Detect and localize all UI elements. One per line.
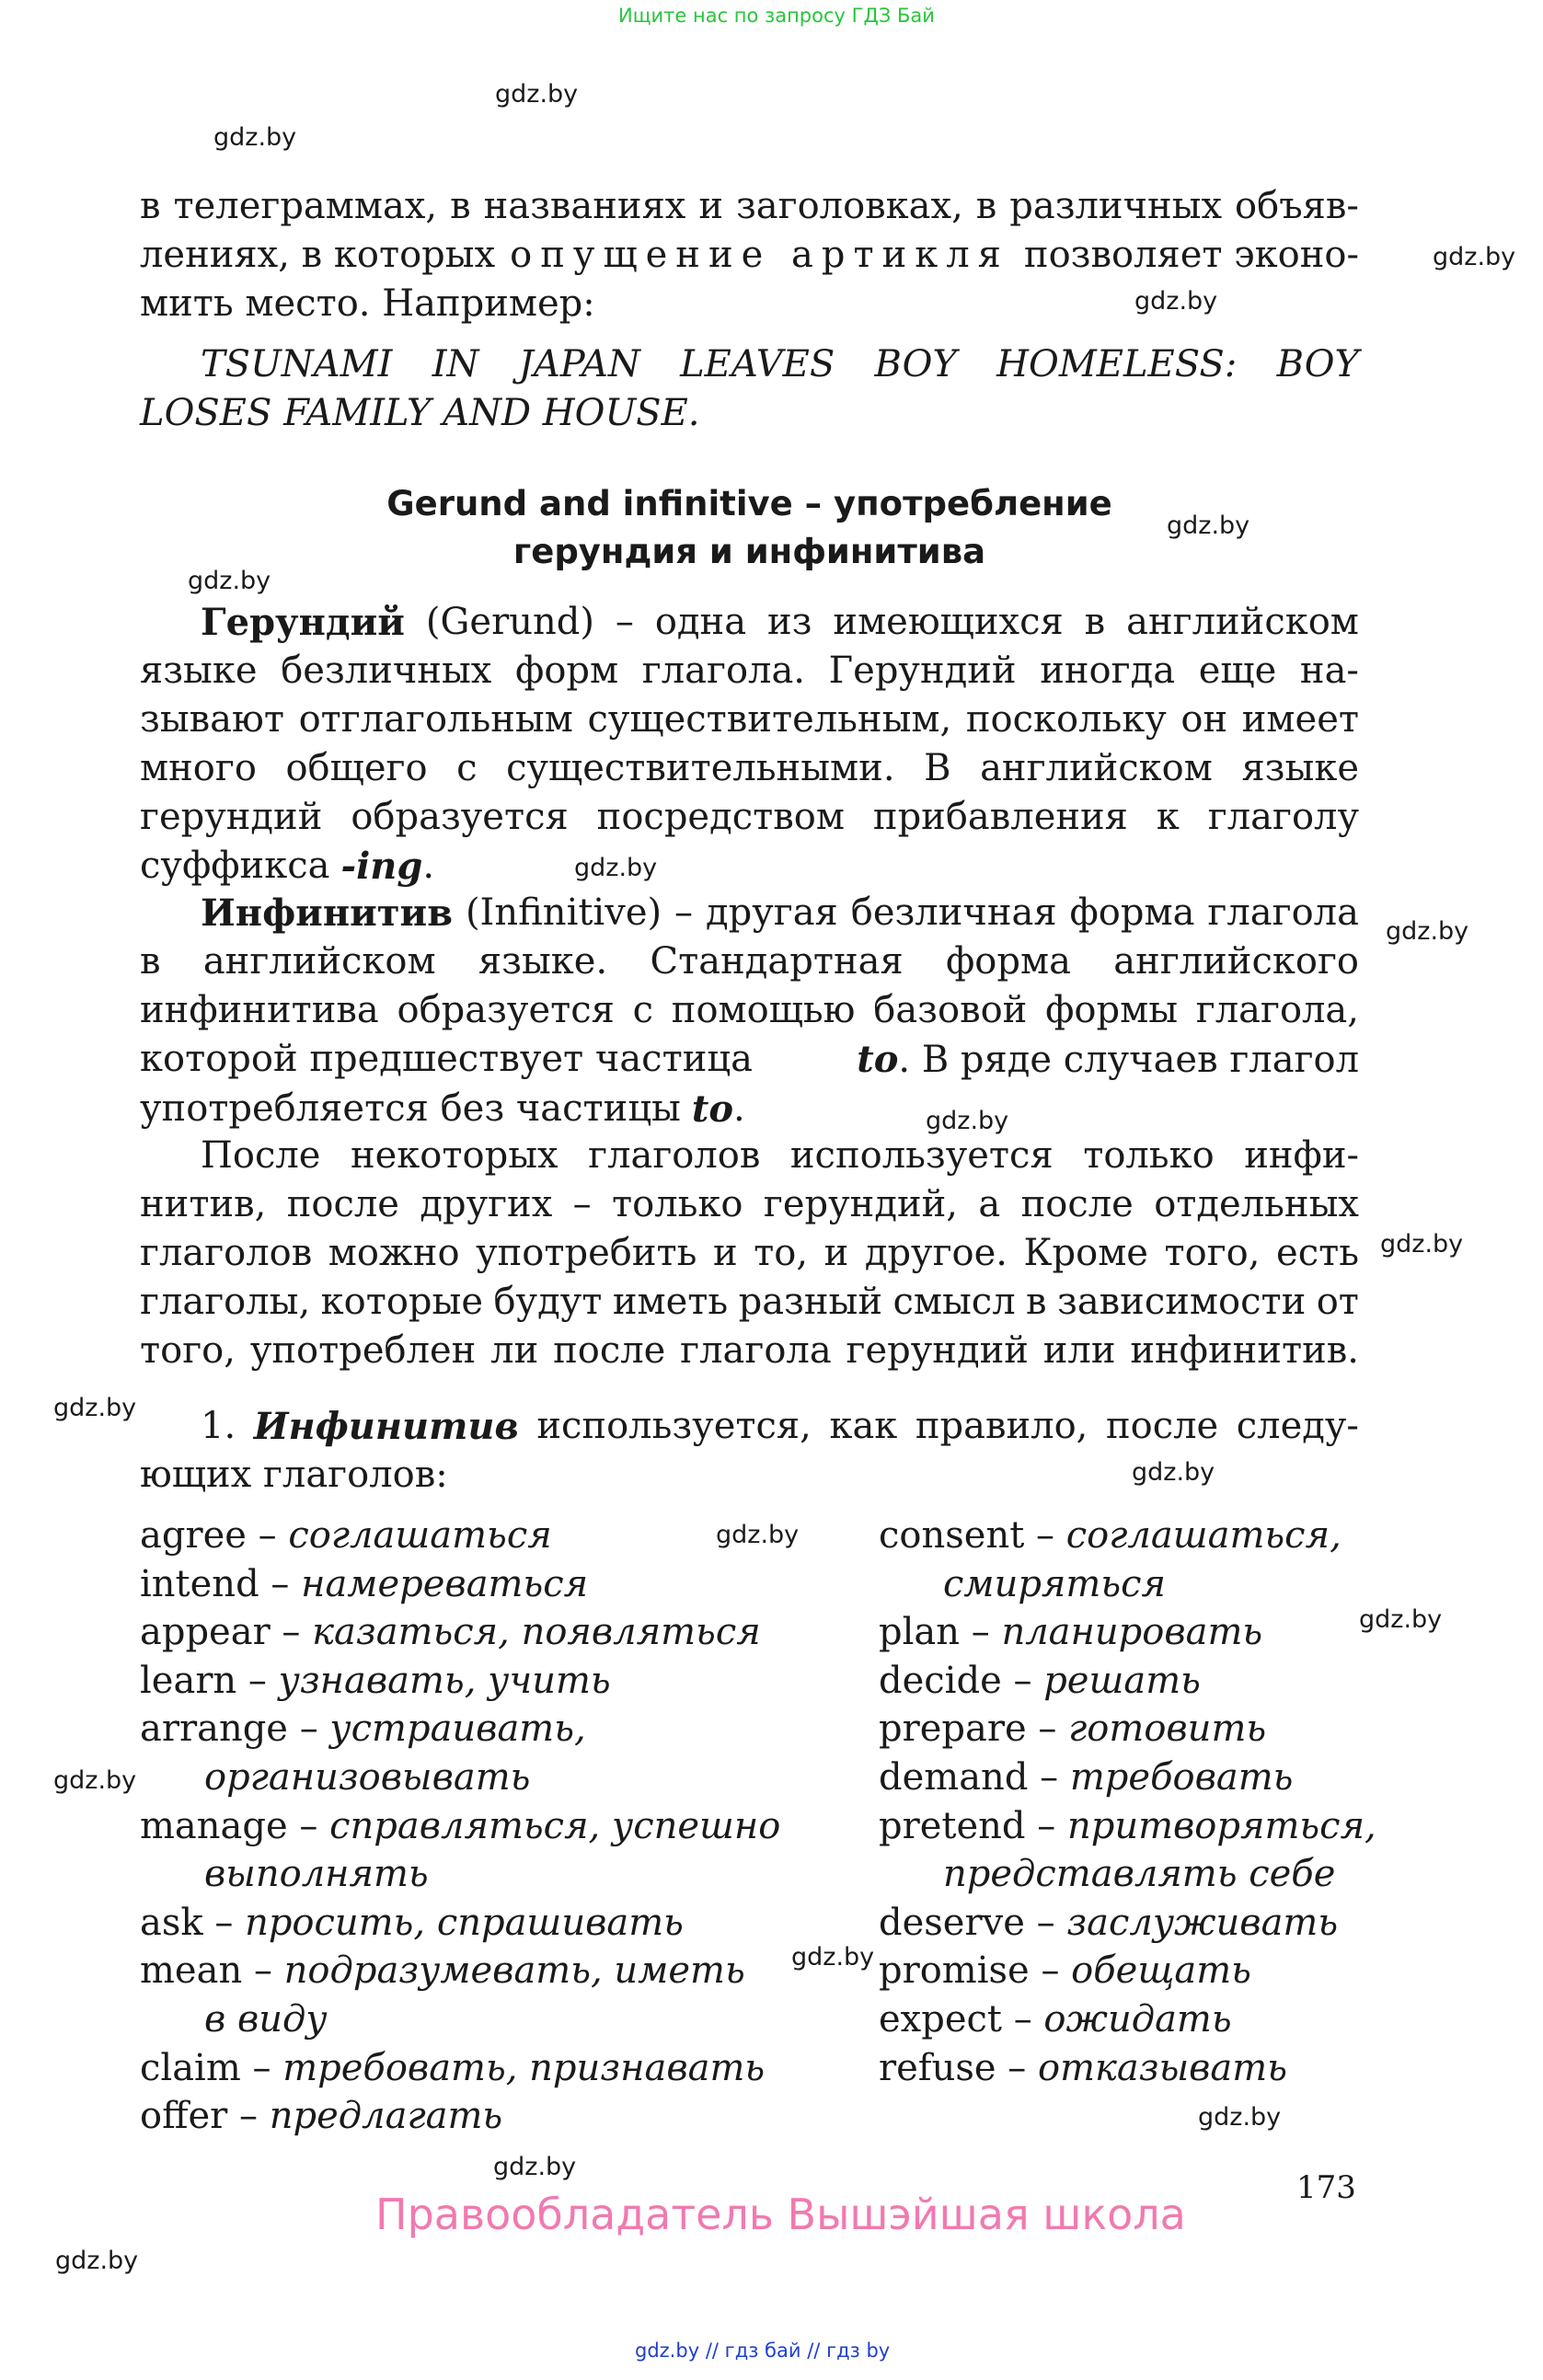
term-infinitive: Инфинитив xyxy=(253,1405,519,1448)
text-line: в английском языке. Стандартная форма английского xyxy=(140,940,1359,983)
footer-link[interactable]: gdz.by xyxy=(635,2340,700,2362)
vocab-entry: consent – соглашаться, xyxy=(879,1514,1341,1557)
vocab-entry: appear – казаться, появляться xyxy=(140,1611,761,1654)
text-line: герундий образуется посредством прибавления к глаголу xyxy=(140,796,1359,838)
watermark: gdz.by xyxy=(53,1394,137,1422)
watermark: gdz.by xyxy=(188,567,271,595)
emphasized-phrase: опущение артикля xyxy=(510,234,1009,276)
vocab-entry: learn – узнавать, учить xyxy=(140,1659,611,1702)
text-line: того, употреблен ли после глагола герундий или инфинитив. xyxy=(140,1329,1359,1372)
text-line: нитив, после других – только герундий, а после отдельных xyxy=(140,1183,1359,1225)
text-line: инфинитива образуется с помощью базовой формы глагола, xyxy=(140,989,1359,1031)
top-banner: Ищите нас по запросу ГДЗ Бай xyxy=(618,5,935,27)
text-line: употребляется без частицы to . xyxy=(140,1085,1359,1133)
heading-line: герундия и инфинитива xyxy=(512,532,986,571)
vocab-column-right xyxy=(879,1512,1376,2092)
text-line: много общего с существительными. В английском языке xyxy=(140,747,1359,789)
watermark: gdz.by xyxy=(55,2247,139,2275)
watermark: gdz.by xyxy=(1198,2103,1282,2132)
page-number: 173 xyxy=(1296,2169,1356,2206)
watermark: gdz.by xyxy=(1433,243,1516,271)
usage-paragraph xyxy=(140,1132,1359,1375)
suffix-ing: -ing xyxy=(340,845,423,888)
text-line: мить место. Например: xyxy=(140,282,595,325)
vocab-continuation: представлять себе xyxy=(943,1853,1336,1896)
vocab-entry: decide – решать xyxy=(879,1659,1201,1702)
watermark: gdz.by xyxy=(1134,287,1218,316)
vocab-continuation: организовывать xyxy=(204,1755,531,1799)
watermark: gdz.by xyxy=(574,854,658,882)
text-line: глаголов можно употребить и то, и другое. Кроме того, есть xyxy=(140,1232,1359,1274)
footer-separator: // xyxy=(807,2340,821,2362)
vocab-entry: mean – подразумевать, иметь xyxy=(140,1949,745,1993)
watermark: gdz.by xyxy=(495,80,579,109)
infinitive-paragraph xyxy=(140,889,1359,1133)
particle-to: to xyxy=(691,1087,734,1131)
gerund-paragraph xyxy=(140,598,1359,891)
vocab-continuation: смиряться xyxy=(943,1562,1167,1605)
watermark: gdz.by xyxy=(493,2153,577,2181)
copyright-notice: Правообладатель Вышэйшая школа xyxy=(375,2190,1186,2239)
text-line: зывают отглагольным существительным, поскольку он имеет xyxy=(140,698,1359,741)
heading-line: Gerund and infinitive – употребление xyxy=(386,484,1112,523)
example-headline xyxy=(140,340,1359,438)
vocab-entry: ask – просить, спрашивать xyxy=(140,1901,684,1944)
intro-paragraph xyxy=(140,182,1359,328)
watermark: gdz.by xyxy=(926,1107,1009,1135)
watermark: gdz.by xyxy=(1386,917,1469,946)
text-line: в телеграммах, в названиях и заголовках, в различных объяв- xyxy=(140,185,1359,227)
vocab-entry: promise – обещать xyxy=(879,1949,1251,1993)
particle-to: to xyxy=(857,1038,899,1081)
vocab-entry: intend – намереваться xyxy=(140,1562,589,1605)
footer-link[interactable]: гдз by xyxy=(826,2340,891,2362)
text-line: суффикса -ing . xyxy=(140,842,1359,891)
vocab-entry: expect – ожидать xyxy=(879,1997,1232,2041)
footer-separator: // xyxy=(705,2340,719,2362)
text-line: TSUNAMI IN JAPAN LEAVES BOY HOMELESS: BOY xyxy=(201,343,1359,385)
text-line: Герундий (Gerund) – одна из имеющихся в английском xyxy=(140,598,1359,647)
watermark: gdz.by xyxy=(1380,1230,1464,1259)
vocab-entry: arrange – устраивать, xyxy=(140,1707,586,1751)
vocab-continuation: в виду xyxy=(204,1997,328,2041)
text-line: которой предшествует частица to. В ряде случаев глагол xyxy=(140,1038,1359,1081)
rule-1 xyxy=(140,1402,1359,1500)
watermark: gdz.by xyxy=(791,1943,875,1972)
text-line: глаголы, которые будут иметь разный смысл в зависимости от xyxy=(140,1281,1359,1323)
vocab-entry: deserve – заслуживать xyxy=(879,1901,1339,1944)
vocab-entry: plan – планировать xyxy=(879,1611,1263,1654)
rule-number: 1. xyxy=(201,1405,236,1447)
section-heading xyxy=(140,480,1359,576)
vocab-entry: claim – требовать, признавать xyxy=(140,2046,766,2089)
text-line: После некоторых глаголов используется только инфи- xyxy=(201,1134,1359,1177)
text-line: языке безличных форм глагола. Герундий иногда еще на- xyxy=(140,650,1359,692)
watermark: gdz.by xyxy=(716,1521,800,1549)
watermark: gdz.by xyxy=(1167,512,1250,540)
text-line: LOSES FAMILY AND HOUSE. xyxy=(140,392,700,434)
footer-links xyxy=(635,2340,890,2362)
text-line: лениях, в которых опущение артикля позволяет эконо- xyxy=(140,231,1359,280)
vocab-entry: offer – предлагать xyxy=(140,2095,503,2138)
watermark: gdz.by xyxy=(1132,1458,1215,1487)
vocab-entry: agree – соглашаться xyxy=(140,1514,552,1557)
footer-link[interactable]: гдз бай xyxy=(724,2340,801,2362)
vocab-entry: refuse – отказывать xyxy=(879,2046,1287,2089)
watermark: gdz.by xyxy=(53,1766,137,1795)
vocab-column-left xyxy=(140,1512,780,2141)
vocab-entry: pretend – притворяться, xyxy=(879,1804,1376,1847)
watermark: gdz.by xyxy=(213,123,297,152)
vocab-entry: manage – справляться, успешно xyxy=(140,1804,781,1847)
vocab-entry: demand – требовать xyxy=(879,1755,1294,1799)
text-line: 1. Инфинитив используется, как правило, после следу- xyxy=(140,1402,1359,1451)
term-infinitive: Инфинитив xyxy=(201,891,454,935)
vocab-entry: prepare – готовить xyxy=(879,1707,1267,1751)
term-gerund: Герундий xyxy=(201,601,405,644)
text-line: Инфинитив (Infinitive) – другая безличная форма глагола xyxy=(140,889,1359,937)
text-line: ющих глаголов: xyxy=(140,1454,448,1496)
vocab-continuation: выполнять xyxy=(204,1853,429,1896)
watermark: gdz.by xyxy=(1359,1605,1443,1634)
